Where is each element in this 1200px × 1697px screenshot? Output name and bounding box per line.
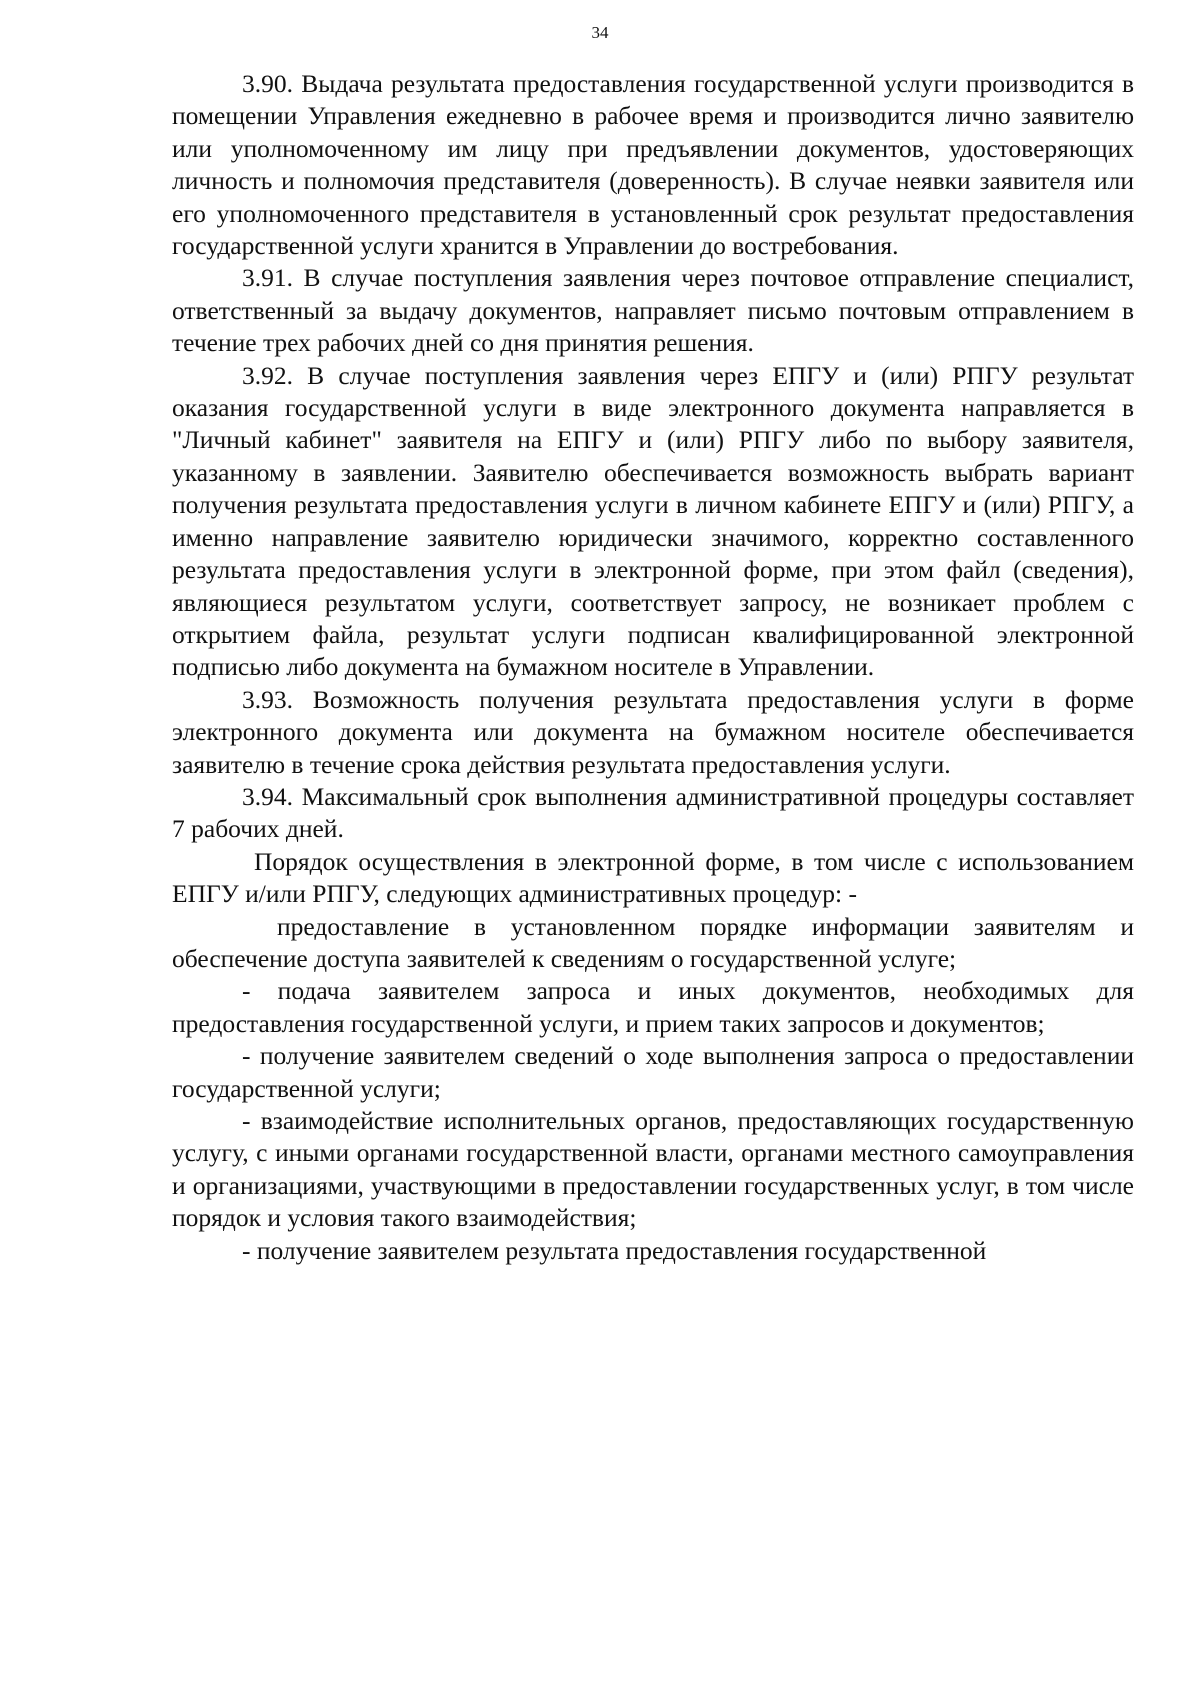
paragraph-procedures-intro: Порядок осуществления в электронной форме, в том числе с использованием ЕПГУ и/или РПГУ, следующих административных процедур: - — [172, 846, 1134, 909]
document-body — [172, 68, 1134, 1267]
paragraph-3-92: 3.92. В случае поступления заявления через ЕПГУ и (или) РПГУ результат оказания государственной услуги в виде электронного документа направляется в "Личный кабинет" заявителя на ЕПГУ и (или) РПГУ либо по выбору заявителя, указанному в заявлении. Заявителю обеспечивается возможность выбрать вариант получения результата предоставления услуги в личном кабинете ЕПГУ и (или) РПГУ, а именно направление заявителю юридически значимого, корректно составленного результата предоставления услуги в электронной форме, при этом файл (сведения), являющиеся результатом услуги, соответствует запросу, не возникает проблем с открытием файла, результат услуги подписан квалифицированной электронной подписью либо документа на бумажном носителе в Управлении. — [172, 360, 1134, 682]
paragraph-3-90: 3.90. Выдача результата предоставления государственной услуги производится в помещении Управления ежедневно в рабочее время и производится лично заявителю или уполномоченному им лицу при предъявлении документов, удостоверяющих личность и полномочия представителя (доверенность). В случае неявки заявителя или его уполномоченного представителя в установленный срок результат предоставления государственной услуги хранится в Управлении до востребования. — [172, 69, 1134, 261]
paragraph-3-93: 3.93. Возможность получения результата предоставления услуги в форме электронного документа или документа на бумажном носителе обеспечивается заявителю в течение срока действия результата предоставления услуги. — [172, 684, 1134, 779]
list-item-interaction: - взаимодействие исполнительных органов, предоставляющих государственную услугу, с иными органами государственной власти, органами местного самоуправления и организациями, участвующими в предоставлении государственных услуг, в том числе порядок и условия такого взаимодействия; — [172, 1106, 1134, 1233]
list-item-request-submission: - подача заявителем запроса и иных документов, необходимых для предоставления государственной услуги, и прием таких запросов и документов; — [172, 976, 1134, 1038]
paragraph-3-94: 3.94. Максимальный срок выполнения административной процедуры составляет 7 рабочих дней. — [172, 781, 1134, 844]
paragraph-3-91: 3.91. В случае поступления заявления через почтовое отправление специалист, ответственный за выдачу документов, направляет письмо почтовым отправлением в течение трех рабочих дней со дня принятия решения. — [172, 263, 1134, 358]
list-item-information: предоставление в установленном порядке информации заявителям и обеспечение доступа заявителей к сведениям о государственной услуге; — [172, 911, 1134, 973]
list-item-result-receipt: - получение заявителем результата предоставления государственной — [242, 1235, 987, 1265]
list-item-status-info: - получение заявителем сведений о ходе выполнения запроса о предоставлении государственной услуги; — [172, 1041, 1134, 1103]
page-number: 34 — [591, 23, 609, 42]
